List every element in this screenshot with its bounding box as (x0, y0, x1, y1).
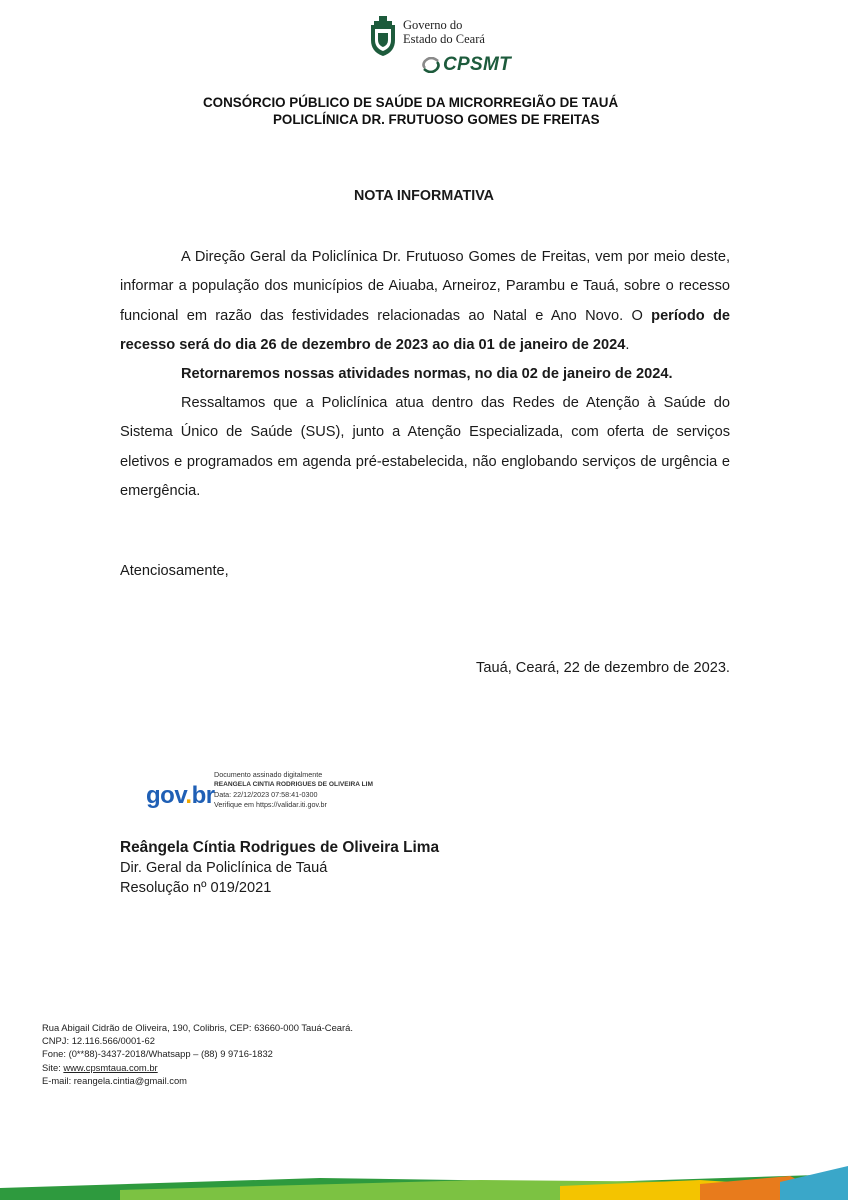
govbr-logo-br: br (191, 782, 215, 809)
footer-site-label: Site: (42, 1061, 64, 1073)
footer-site (42, 1061, 353, 1074)
cpsmt-wordmark: CPSMT (443, 54, 511, 75)
place-and-date: Tauá, Ceará, 22 de dezembro de 2023. (476, 660, 730, 676)
document-title: NOTA INFORMATIVA (353, 188, 495, 204)
cpsmt-swirl-icon (422, 57, 440, 73)
signer-name: Reângela Cíntia Rodrigues de Oliveira Lima (120, 839, 440, 856)
paragraph-1-text: A Direção Geral da Policlínica Dr. Frutuoso Gomes de Freitas, vem por meio deste, informar a população dos municípios de Aiuaba, Arneiroz, Parambu e Tauá, sobre o recesso funcional em razão das festividades relacionadas ao Natal e Ano Novo. O (120, 249, 730, 324)
footer-color-band (0, 1160, 848, 1200)
footer-phone: Fone: (0**88)-3437-2018/Whatsapp – (88) 9 9716-1832 (42, 1048, 273, 1060)
footer-address: Rua Abigail Cidrão de Oliveira, 190, Colibris, CEP: 63660-000 Tauá-Ceará. (42, 1022, 353, 1033)
footer-site-link[interactable]: www.cpsmtaua.com.br (63, 1061, 158, 1073)
paragraph-recess-notice (120, 243, 730, 361)
recess-period-bold: período de recesso será do dia 26 de dezembro de 2023 ao dia 01 de janeiro de 2024 (120, 307, 730, 354)
footer-contact (42, 1021, 353, 1087)
paragraph-1-end: . (625, 337, 630, 354)
signature-heading: Documento assinado digitalmente (214, 770, 323, 779)
footer-email: E-mail: reangela.cintia@gmail.com (42, 1074, 187, 1086)
digital-signature-stamp (146, 770, 446, 820)
header-logo (368, 14, 518, 78)
footer-cnpj: CNPJ: 12.116.566/0001-62 (42, 1035, 155, 1047)
cpsmt-logo (422, 54, 511, 76)
govbr-logo (146, 782, 215, 810)
signature-details (214, 770, 373, 810)
signer-resolution: Resolução nº 019/2021 (120, 880, 272, 896)
paragraph-return-date: Retornaremos nossas atividades normas, no dia 02 de janeiro de 2024. (181, 366, 673, 382)
signature-date: Data: 22/12/2023 07:58:41-0300 (214, 790, 318, 799)
ceara-crest-icon (368, 16, 398, 56)
institution-name: CONSÓRCIO PÚBLICO DE SAÚDE DA MICRORREGIÃO DE TAUÁ (203, 95, 619, 110)
policlinic-name: POLICLÍNICA DR. FRUTUOSO GOMES DE FREITAS (273, 112, 600, 127)
closing-salutation: Atenciosamente, (120, 563, 229, 579)
signer-role: Dir. Geral da Policlínica de Tauá (120, 860, 328, 876)
signature-signer: REANGELA CINTIA RODRIGUES DE OLIVEIRA LIM (214, 781, 373, 788)
gov-line-2: Estado do Ceará (403, 32, 485, 46)
gov-line-1: Governo do (403, 18, 463, 32)
signature-verify: Verifique em https://validar.iti.gov.br (214, 800, 327, 809)
govbr-logo-dot: . (185, 782, 192, 809)
paragraph-sus-info: Ressaltamos que a Policlínica atua dentro das Redes de Atenção à Saúde do Sistema Único de Saúde (SUS), junto a Atenção Especializada, com oferta de serviços eletivos e programados em agenda pré-estabelecida, não englobando serviços de urgência e emergência. (120, 395, 730, 500)
government-name (403, 18, 485, 46)
govbr-logo-gov: gov (146, 782, 186, 809)
signer-block (120, 838, 439, 898)
